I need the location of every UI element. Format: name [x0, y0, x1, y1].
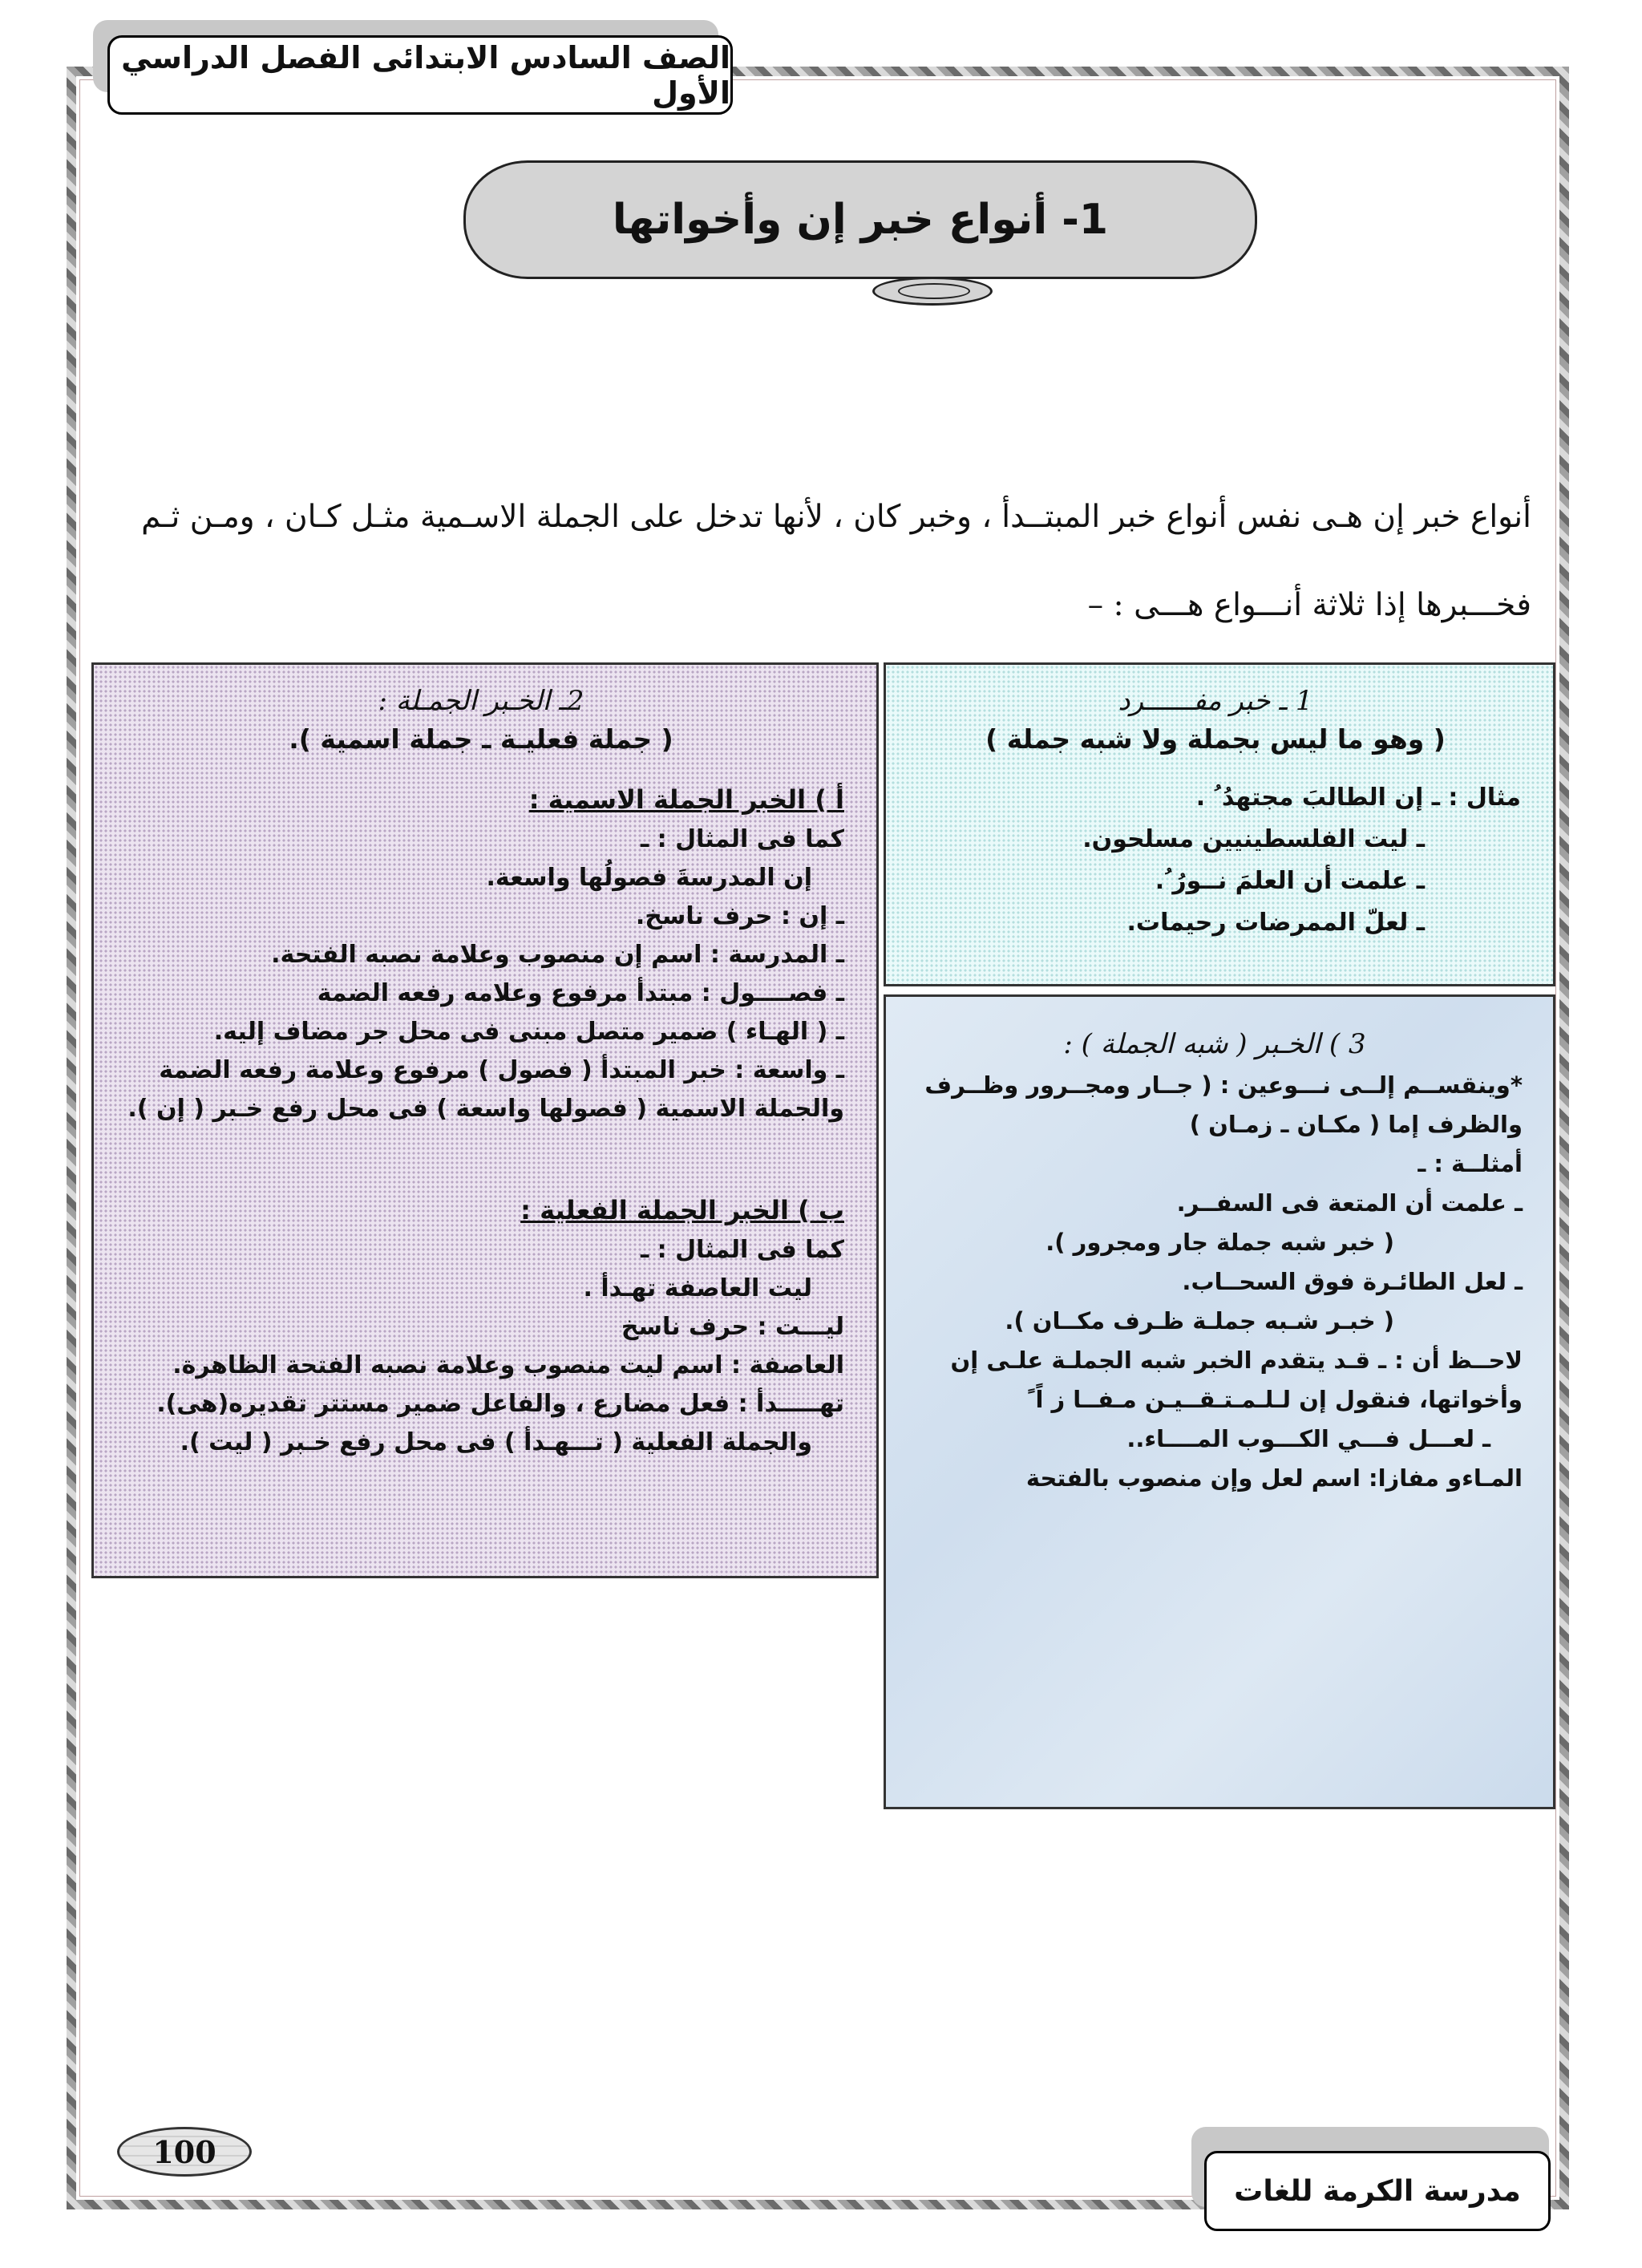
- part-a-line: ـ إن : حرف ناسخ.: [635, 902, 844, 930]
- intro-line-1: أنواع خبر إن هـى نفس أنواع خبر المبتــدأ ، وخبر كان ، لأنها تدخل على الجملة الاسـمية مثـل كـان ، ومـن ثـم: [141, 499, 1531, 535]
- school-name: مدرسة الكرمة للغات: [1234, 2174, 1521, 2208]
- part-a-line: ـ ( الهـاء ) ضمير متصل مبنى فى محل جر مضاف إليه.: [213, 1018, 844, 1046]
- part-b-line: تهـــــدأ : فعل مضارع ، والفاعل ضمير مستتر تقديره(هى).: [156, 1390, 844, 1418]
- part-a-line: ـ فصــــول : مبتدأ مرفوع وعلامه رفعه الضمة: [317, 979, 844, 1007]
- single-example: ـ لعلّ الممرضات رحيمات.: [1126, 909, 1425, 937]
- intro-line-2: فخـــبرها إذا ثلاثة أنـــواع هـــى : –: [1087, 587, 1531, 623]
- title-cloud: [463, 160, 1257, 279]
- box-sentence-predicate: [91, 662, 879, 1578]
- part-a-line: ـ المدرسة : اسم إن منصوب وعلامة نصبه الفتحة.: [271, 941, 844, 969]
- part-a-line: والجملة الاسمية ( فصولها واسعة ) فى محل رفع خـبر ( إن ).: [127, 1095, 844, 1123]
- semi-line: ( خبر شبه جملة جار ومجرور ).: [1045, 1229, 1394, 1256]
- semi-line: أمثلــة : ـ: [1418, 1150, 1523, 1177]
- single-example: مثال : ـ إن الطالبَ مجتهدُ ُ .: [1195, 784, 1521, 812]
- semi-line: ( خبـر شـبه جملـة ظـرف مكــان ).: [1005, 1307, 1394, 1334]
- semi-line: ـ علمت أن المتعة فى السفــر.: [1176, 1189, 1523, 1217]
- cloud-tail-inner: [898, 283, 970, 299]
- page-number-badge: [117, 2127, 252, 2177]
- part-a-line: إن المدرسةَ فصولُها واسعة.: [486, 864, 812, 892]
- box-single-predicate: [884, 662, 1555, 986]
- part-b-line: والجملة الفعلية ( تـــهـدأ ) فى محل رفع خـبر ( ليت ).: [180, 1428, 812, 1456]
- single-example: ـ علمت أن العلمَ نــورُ ُ.: [1155, 867, 1425, 895]
- page-title: 1- أنواع خبر إن وأخواتها: [612, 196, 1109, 244]
- grade-label: الصف السادس الابتدائى الفصل الدراسي الأول: [121, 39, 730, 111]
- single-example: ـ ليت الفلسطينيين مسلحون.: [1082, 825, 1425, 853]
- semi-line: وأخواتها، فنقول إن لـلـمـتـقــيـن مـفــا ز اً ً: [1027, 1386, 1523, 1413]
- part-b-line: ليت العاصفة تهـدأ .: [583, 1274, 812, 1302]
- page-number: 100: [152, 2133, 216, 2170]
- box-semi-sentence-predicate: [884, 994, 1555, 1809]
- semi-line: *وينقســم إلــى نـــوعين : ( جــار ومجــرور وظــرف: [924, 1071, 1523, 1099]
- footer-tab: [1204, 2151, 1551, 2231]
- part-b-line: كما فى المثال : ـ: [640, 1236, 844, 1264]
- semi-line: والظرف إما ( مكـان ـ زمـان ): [1189, 1111, 1523, 1138]
- part-a-title: أ ) الخبر الجملة الاسمية :: [528, 784, 844, 815]
- header-tab: [107, 35, 733, 115]
- box-semi-heading: 3 ) الخـبر ( شبه الجملة ) :: [1063, 1028, 1366, 1060]
- box-single-heading: 1 ـ خبر مفــــــرد: [1118, 685, 1313, 717]
- box-sentence-subheading: ( جملة فعليـة ـ جملة اسمية ).: [289, 723, 673, 755]
- part-b-title: ب ) الخبر الجملة الفعلية :: [520, 1195, 844, 1225]
- intro-paragraph: [120, 473, 1531, 650]
- part-b-line: ليـــت : حرف ناسخ: [621, 1313, 844, 1341]
- part-a-line: كما فى المثال : ـ: [640, 825, 844, 853]
- box-single-definition: ( وهو ما ليس بجملة ولا شبه جملة ): [985, 723, 1446, 755]
- semi-line: ـ لعل الطائـرة فوق السحــاب.: [1182, 1268, 1523, 1295]
- semi-line: ـ لعـــل فـــي الكـــوب المــــاء..: [1126, 1425, 1490, 1452]
- part-a-line: ـ واسعة : خبر المبتدأ ( فصول ) مرفوع وعلامة رفعه الضمة: [159, 1056, 844, 1084]
- semi-line: المـاءو مفازا: اسم لعل وإن منصوب بالفتحة: [1025, 1464, 1523, 1492]
- semi-line: لاحــظ أن : ـ قـد يتقدم الخبر شبه الجملـة علـى إن: [950, 1347, 1523, 1374]
- box-sentence-heading: 2ـ الخـبر الجمـلة :: [378, 685, 584, 717]
- part-b-line: العاصفة : اسم ليت منصوب وعلامة نصبه الفتحة الظاهرة.: [172, 1351, 844, 1379]
